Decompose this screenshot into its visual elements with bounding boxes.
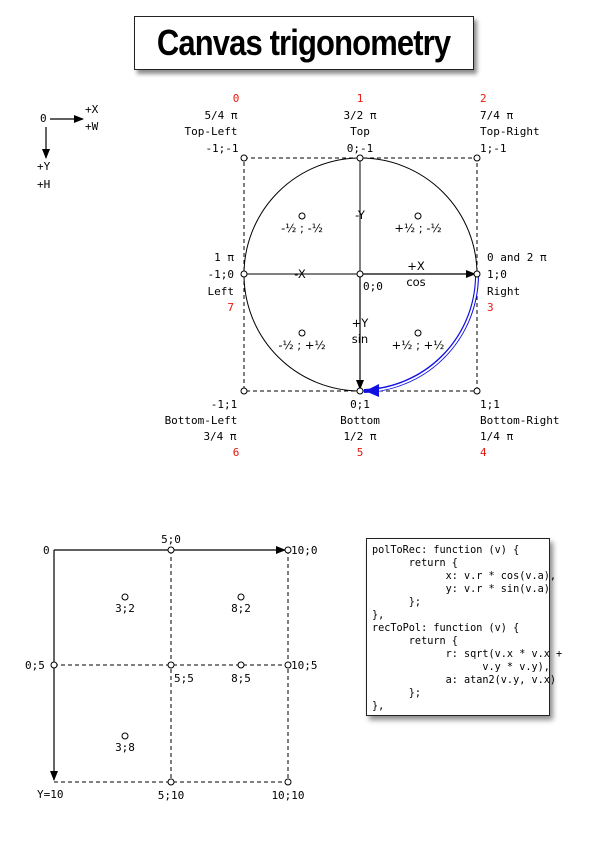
anchor-3-angle: 0 and 2 π [487, 251, 547, 264]
grid-point-3-2 [122, 594, 128, 600]
anchor-2-coord: 1;-1 [480, 142, 507, 155]
grid-label-0-5: 0;5 [25, 659, 45, 672]
grid-label-3-8: 3;8 [115, 741, 135, 754]
anchor-4-angle: 1/4 π [480, 430, 514, 443]
grid-point-5-10 [168, 779, 174, 785]
anchor-1-coord: 0;-1 [346, 142, 374, 155]
grid-label-5-5: 5;5 [174, 672, 194, 685]
code-line: y: v.r * sin(v.a) [372, 584, 550, 595]
point-top [357, 155, 363, 161]
quadrant-label-top-left: -½ ; -½ [281, 221, 323, 235]
grid-point-10-10 [285, 779, 291, 785]
anchor-6-coord: -1;1 [210, 398, 238, 411]
grid-diagram [25, 533, 318, 802]
anchor-3-coord: 1;0 [487, 268, 507, 281]
point-bottom [357, 388, 363, 394]
code-line: }; [372, 597, 422, 608]
axes-hint-w-label: +W [85, 120, 99, 133]
grid-label-3-2: 3;2 [115, 602, 135, 615]
quadrant-label-top-right: +½ ; -½ [394, 221, 442, 235]
anchor-5-coord: 0;1 [350, 398, 370, 411]
grid-label-10-5: 10;5 [291, 659, 318, 672]
axes-hint-origin: 0 [40, 112, 47, 125]
anchor-5-name: Bottom [340, 414, 380, 427]
circle-diagram [165, 92, 560, 459]
code-snippet [367, 539, 563, 713]
anchor-2-index: 2 [480, 92, 487, 105]
anchor-3-index: 3 [487, 301, 494, 314]
anchor-0-name: Top-Left [184, 125, 238, 138]
point-bottom-left [241, 388, 247, 394]
code-line: recToPol: function (v) { [372, 623, 520, 634]
anchor-6-index: 6 [232, 446, 240, 459]
pos-y-label: +Y [351, 316, 369, 330]
anchor-1-name: Top [350, 125, 370, 138]
sin-label: sin [351, 332, 369, 346]
code-line: x: v.r * cos(v.a), [372, 571, 557, 582]
code-line: r: sqrt(v.x * v.x + [372, 649, 563, 660]
code-line: }; [372, 688, 422, 699]
center-label: 0;0 [363, 280, 383, 293]
anchor-6-name: Bottom-Left [164, 414, 238, 427]
code-line: v.y * v.y), [372, 662, 550, 673]
page-title: Canvas trigonometry [157, 22, 451, 63]
code-line: polToRec: function (v) { [372, 545, 520, 556]
cos-label: cos [406, 275, 426, 289]
anchor-2-name: Top-Right [480, 125, 540, 138]
neg-x-label: -X [294, 267, 306, 281]
point-quadrant-bottom-left [299, 330, 305, 336]
anchor-0-angle: 5/4 π [204, 109, 238, 122]
code-line: }, [372, 701, 385, 712]
code-line: a: atan2(v.y, v.x) [372, 675, 557, 686]
grid-origin-label: 0 [43, 544, 50, 557]
anchor-7-name: Left [207, 285, 234, 298]
quadrant-label-bottom-right: +½ ; +½ [391, 338, 445, 352]
axes-hint-h-label: +H [37, 178, 51, 191]
quadrant-label-bottom-left: -½ ; +½ [278, 338, 326, 352]
point-left [241, 271, 247, 277]
anchor-1-index: 1 [356, 92, 364, 105]
grid-point-5-0 [168, 547, 174, 553]
grid-label-5-0: 5;0 [161, 533, 181, 546]
grid-point-3-8 [122, 733, 128, 739]
anchor-1-angle: 3/2 π [343, 109, 377, 122]
grid-point-8-2 [238, 594, 244, 600]
grid-label-8-2: 8;2 [231, 602, 251, 615]
angle-arc-inner [370, 276, 477, 391]
anchor-4-name: Bottom-Right [480, 414, 560, 427]
anchor-7-angle: 1 π [214, 251, 234, 264]
point-quadrant-bottom-right [415, 330, 421, 336]
neg-y-label: -Y [355, 208, 365, 222]
code-line: return { [372, 558, 458, 569]
anchor-4-index: 4 [480, 446, 487, 459]
anchor-7-coord: -1;0 [207, 268, 234, 281]
grid-point-0-5 [51, 662, 57, 668]
grid-label-5-10: 5;10 [157, 789, 185, 802]
anchor-7-index: 7 [227, 301, 234, 314]
anchor-3-name: Right [487, 285, 521, 298]
grid-label-8-5: 8;5 [231, 672, 251, 685]
anchor-6-angle: 3/4 π [203, 430, 237, 443]
point-quadrant-top-left [299, 213, 305, 219]
code-snippet-box [366, 538, 563, 716]
axes-hint [37, 103, 99, 191]
anchor-4-coord: 1;1 [480, 398, 500, 411]
point-bottom-right [474, 388, 480, 394]
anchor-0-coord: -1;-1 [205, 142, 239, 155]
code-line: }, [372, 610, 385, 621]
pos-x-label: +X [407, 259, 425, 273]
point-right [474, 271, 480, 277]
point-top-left [241, 155, 247, 161]
code-line: return { [372, 636, 458, 647]
grid-label-10-10: 10;10 [271, 789, 305, 802]
grid-point-5-5 [168, 662, 174, 668]
grid-x-end-label: 10;0 [291, 544, 318, 557]
grid-point-8-5 [238, 662, 244, 668]
point-quadrant-top-right [415, 213, 421, 219]
anchor-2-angle: 7/4 π [480, 109, 514, 122]
point-center [357, 271, 363, 277]
axes-hint-y-label: +Y [37, 160, 51, 173]
grid-y-end-label: Y=10 [37, 788, 64, 801]
axes-hint-x-label: +X [85, 103, 99, 116]
anchor-0-index: 0 [232, 92, 240, 105]
anchor-5-index: 5 [356, 446, 364, 459]
anchor-5-angle: 1/2 π [343, 430, 377, 443]
point-top-right [474, 155, 480, 161]
angle-arc-arrowhead [365, 384, 379, 397]
